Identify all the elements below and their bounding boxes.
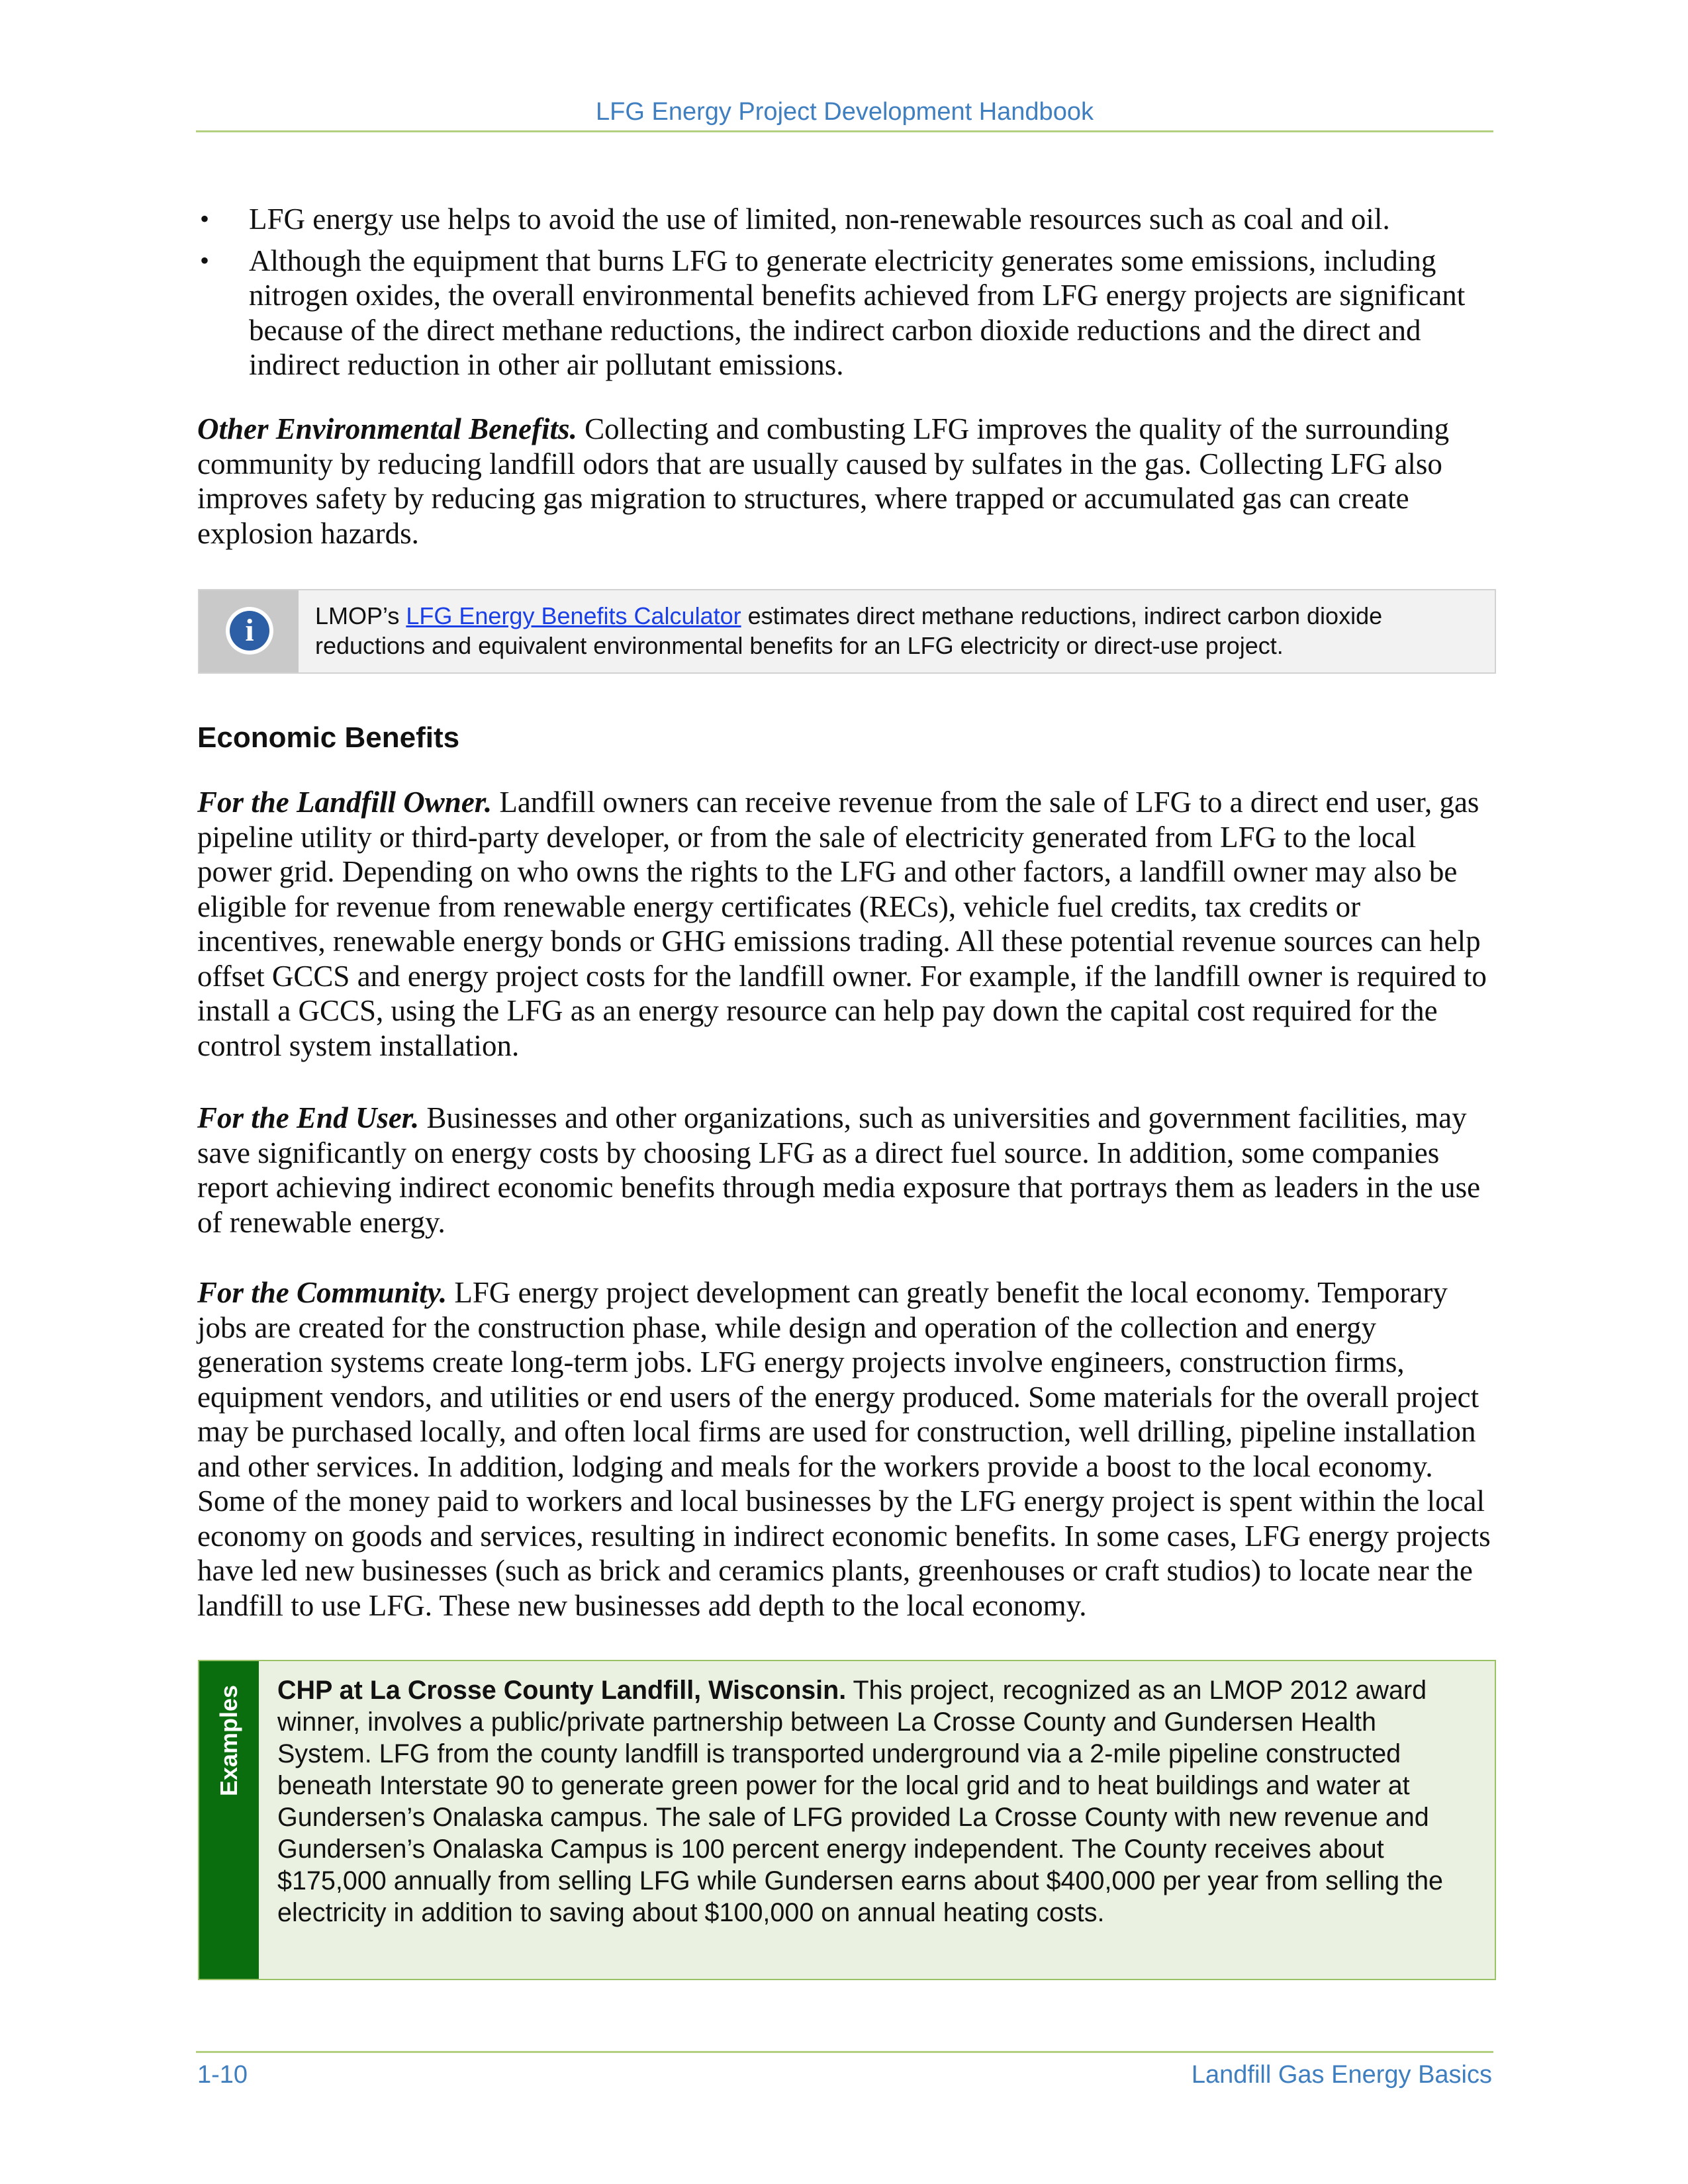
section-heading-economic-benefits: Economic Benefits [197,721,460,754]
info-icon-glyph: i [230,611,269,651]
footer-page-number: 1-10 [197,2061,248,2089]
paragraph-text: Collecting and combusting LFG improves the quality of the surrounding community by reducing landfill odors that are usually caused by sulfates in the gas. Collecting LFG also improves safety by reducing gas migration to structures, where trapped or accumulated gas can create explosion hazards. [197,412,1450,550]
paragraph-text: LFG energy project development can greatly benefit the local economy. Temporary jobs are created for the construction phase, while design and operation of the collection and energy generation systems create long-term jobs. LFG energy projects involve engineers, construction firms, equipment vendors, and utilities or end users of the energy produced. Some materials for the overall project may be purchased locally, and often local firms are used for construction, well drilling, pipeline installation and other services. In addition, lodging and meals for the workers provide a boost to the local economy. Some of the money paid to workers and local businesses by the LFG energy project is spent within the local economy on goods and services, resulting in indirect economic benefits. In some cases, LFG energy projects have led new businesses (such as brick and ceramics plants, greenhouses or craft studios) to locate near the landfill to use LFG. These new businesses add depth to the local economy. [197,1276,1491,1622]
paragraph-text: Landfill owners can receive revenue from the sale of LFG to a direct end user, gas pipeline utility or third-party developer, or from the sale of electricity generated from LFG to the local power grid. Depending on who owns the rights to the LFG and other factors, a landfill owner may also be eligible for revenue from renewable energy certificates (RECs), vehicle fuel credits, tax credits or incentives, renewable energy bonds or GHG emissions trading. All these potential revenue sources can help offset GCCS and energy project costs for the landfill owner. For example, if the landfill owner is required to install a GCCS, using the LFG as an energy resource can help pay down the capital cost required for the control system installation. [197,786,1487,1062]
paragraph-lead: For the Community. [197,1276,447,1309]
paragraph-lead: For the Landfill Owner. [197,786,492,819]
other-environmental-benefits-paragraph [197,412,1496,551]
bullet-item [196,244,1495,383]
paragraph-lead: For the End User. [197,1101,420,1134]
info-prefix: LMOP’s [315,602,406,629]
end-user-paragraph [197,1101,1496,1240]
example-body: This project, recognized as an LMOP 2012 award winner, involves a public/private partnership between La Crosse County and Gundersen Health System. LFG from the county landfill is transported underground via a 2-mile pipeline constructed beneath Interstate 90 to generate green power for the local grid and to heat buildings and water at Gundersen’s Onalaska campus. The sale of LFG provided La Crosse County with new revenue and Gundersen’s Onalaska Campus is 100 percent energy independent. The County receives about $175,000 annually from selling LFG while Gundersen earns about $400,000 per year from selling the electricity in addition to saving about $100,000 on annual heating costs. [277,1676,1444,1927]
example-lead: CHP at La Crosse County Landfill, Wisconsin. [277,1676,847,1705]
info-icon-cell [199,590,299,672]
bullet-text: Although the equipment that burns LFG to generate electricity generates some emissions, including nitrogen oxides, the overall environmental benefits achieved from LFG energy projects are significant because of the direct methane reductions, the indirect carbon dioxide reductions and the direct and indirect reduction in other air pollutant emissions. [249,244,1466,381]
info-callout-text [315,601,1480,660]
landfill-owner-paragraph [197,785,1496,1063]
example-callout [198,1660,1496,1980]
bullet-marker: • [200,245,210,275]
info-suffix: estimates direct methane reductions, indirect carbon dioxide reductions and equivalent environmental benefits for an LFG electricity or direct-use project. [315,602,1383,659]
page-header-title: LFG Energy Project Development Handbook [596,98,1094,126]
example-text [277,1674,1476,1929]
header-divider [196,130,1493,132]
bullet-item [196,202,1495,237]
bullet-text: LFG energy use helps to avoid the use of limited, non-renewable resources such as coal and oil. [249,203,1390,236]
paragraph-lead: Other Environmental Benefits. [197,412,577,445]
examples-tab [199,1661,259,1979]
community-paragraph [197,1275,1496,1623]
bullet-list [196,202,1495,389]
bullet-marker: • [200,204,210,234]
benefits-calculator-link[interactable]: LFG Energy Benefits Calculator [406,602,741,629]
paragraph-text: Businesses and other organizations, such as universities and government facilities, may save significantly on energy costs by choosing LFG as a direct fuel source. In addition, some companies report achieving indirect economic benefits through media exposure that portrays them as leaders in the use of renewable energy. [197,1101,1481,1239]
examples-tab-label: Examples [215,1684,242,1797]
footer-divider [196,2051,1493,2053]
footer-chapter-title: Landfill Gas Energy Basics [1191,2061,1492,2089]
info-callout [198,589,1496,674]
info-icon [226,607,273,655]
